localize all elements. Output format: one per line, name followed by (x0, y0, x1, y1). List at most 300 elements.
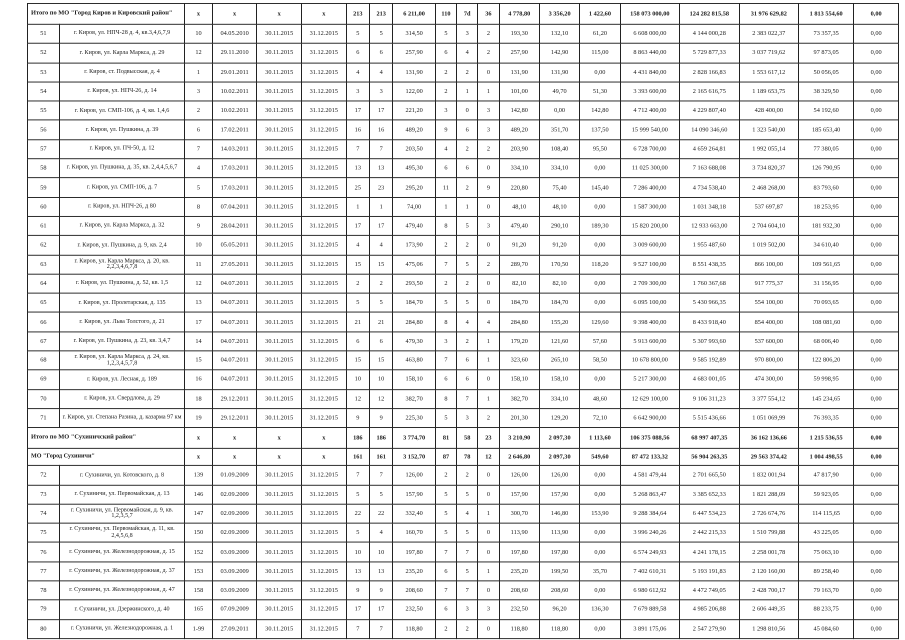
table-cell: 14 (185, 332, 213, 351)
table-cell: 15 (346, 255, 369, 274)
table-cell: 31.12.2015 (302, 370, 347, 389)
table-cell: 3 356,20 (539, 3, 579, 24)
table-cell: 0,00 (854, 409, 899, 428)
table-cell: 9 (346, 581, 369, 600)
table-cell: 7 (435, 581, 456, 600)
table-cell: 124 282 815,58 (680, 3, 739, 24)
table-cell: 17.02.2011 (212, 120, 257, 139)
table-cell: 0,00 (854, 274, 899, 293)
table-cell: 0,00 (854, 82, 899, 101)
table-cell: 19 (185, 409, 213, 428)
table-cell: 10 (185, 236, 213, 255)
table-cell: 5 (346, 293, 369, 312)
table-cell: 145 234,65 (799, 389, 854, 408)
table-cell: 5 (370, 24, 393, 43)
table-cell: 2 428 700,17 (739, 581, 798, 600)
table-cell: 31.12.2015 (302, 523, 347, 542)
table-cell: 0,00 (580, 370, 620, 389)
table-cell: 4 (185, 159, 213, 178)
table-row (28, 312, 899, 331)
table-cell: 475,06 (393, 255, 435, 274)
table-cell: 30.11.2015 (257, 409, 302, 428)
table-cell: 62 (28, 236, 60, 255)
table-cell: 25 (346, 178, 369, 197)
table-cell: x (185, 449, 213, 466)
table-cell: 16 (346, 120, 369, 139)
table-cell: 126,00 (393, 466, 435, 485)
table-cell: 158,10 (393, 370, 435, 389)
table-cell: 4 144 000,28 (680, 24, 739, 43)
table-cell: 2 (478, 255, 499, 274)
table-cell: 30.11.2015 (257, 332, 302, 351)
table-cell: 30.11.2015 (257, 466, 302, 485)
table-cell: 1-99 (185, 619, 213, 638)
table-cell: 0,00 (580, 159, 620, 178)
table-cell: 31.12.2015 (302, 351, 347, 370)
table-row (28, 44, 899, 63)
table-cell: 31 156,95 (799, 274, 854, 293)
table-cell: 314,50 (393, 24, 435, 43)
table-cell: 8 (435, 216, 456, 235)
table-cell: 68 006,40 (799, 332, 854, 351)
table-cell: 72 (28, 466, 60, 485)
table-cell: 1 (478, 332, 499, 351)
table-cell: 7 (185, 140, 213, 159)
table-cell: 351,70 (539, 120, 579, 139)
table-cell: 284,80 (393, 312, 435, 331)
table-cell: 0,00 (854, 332, 899, 351)
table-cell: 22 (346, 504, 369, 523)
table-cell: 6 (185, 120, 213, 139)
table-cell: 146 (185, 485, 213, 504)
table-cell: 10 678 800,00 (620, 351, 679, 370)
table-cell: 0,00 (854, 216, 899, 235)
table-cell: 9 (346, 409, 369, 428)
table-cell: 31.12.2015 (302, 197, 347, 216)
table-cell: 4 778,80 (499, 3, 539, 24)
table-cell: 157,90 (499, 485, 539, 504)
table-cell: 1 (185, 63, 213, 82)
table-cell: 6 (435, 159, 456, 178)
table-cell: 72,10 (580, 409, 620, 428)
table-cell: 0,00 (854, 428, 899, 449)
table-cell: 1 051 069,99 (739, 409, 798, 428)
table-row (28, 236, 899, 255)
table-cell: 122,00 (393, 82, 435, 101)
table-cell: 208,60 (539, 581, 579, 600)
table-cell: 30.11.2015 (257, 351, 302, 370)
table-cell: 489,20 (393, 120, 435, 139)
table-cell: 31.12.2015 (302, 63, 347, 82)
address-cell: г. Киров, ул. Пушкина, д. 35, кв. 2,4,4,5,6,7 (59, 159, 184, 178)
table-cell: 0 (478, 63, 499, 82)
table-cell: 1 821 288,09 (739, 485, 798, 504)
table-cell: 118,20 (580, 255, 620, 274)
table-cell: 29.12.2011 (212, 389, 257, 408)
table-cell: 31.12.2015 (302, 159, 347, 178)
table-cell: 30.11.2015 (257, 236, 302, 255)
table-cell: 3 996 240,26 (620, 523, 679, 542)
table-cell: 30.11.2015 (257, 178, 302, 197)
table-cell: 31.12.2015 (302, 236, 347, 255)
table-cell: 866 100,00 (739, 255, 798, 274)
table-cell: x (302, 428, 347, 449)
address-cell: г. Киров, ул. Пушкина, д. 9, кв. 2,4 (59, 236, 184, 255)
table-cell: 284,80 (499, 312, 539, 331)
address-cell: г. Киров, ул. Льва Толстого, д. 21 (59, 312, 184, 331)
table-cell: 2 442 215,33 (680, 523, 739, 542)
table-cell: 0,00 (580, 293, 620, 312)
table-cell: 31.12.2015 (302, 619, 347, 638)
table-cell: 142,80 (499, 101, 539, 120)
table-cell: 0,00 (580, 466, 620, 485)
table-cell: 76 (28, 542, 60, 561)
table-cell: 15 820 200,00 (620, 216, 679, 235)
table-cell: 89 258,40 (799, 562, 854, 581)
table-cell: 57,60 (580, 332, 620, 351)
table-cell: 31.12.2015 (302, 178, 347, 197)
table-cell: 4 229 807,40 (680, 101, 739, 120)
table-cell: 8 433 918,40 (680, 312, 739, 331)
table-cell: 6 (435, 562, 456, 581)
table-cell: 131,90 (539, 63, 579, 82)
table-cell: 4 (346, 236, 369, 255)
table-cell: x (212, 449, 257, 466)
table-row (28, 389, 899, 408)
table-cell: 489,20 (499, 120, 539, 139)
table-cell: 203,90 (499, 140, 539, 159)
table-cell: 5 (435, 409, 456, 428)
table-cell: 0,00 (854, 370, 899, 389)
total-row (28, 3, 899, 24)
table-cell: 137,50 (580, 120, 620, 139)
table-cell: 58,50 (580, 351, 620, 370)
table-cell: 110 (435, 3, 456, 24)
table-cell: 17 (346, 101, 369, 120)
table-cell: 2 709 300,00 (620, 274, 679, 293)
table-cell: 0,00 (580, 274, 620, 293)
table-cell: 5 (346, 24, 369, 43)
table-cell: 2 (435, 274, 456, 293)
table-cell: 31.12.2015 (302, 600, 347, 619)
table-cell: 0,00 (854, 351, 899, 370)
table-row (28, 197, 899, 216)
table-cell: 45 084,60 (799, 619, 854, 638)
municipality-row (28, 449, 899, 466)
table-cell: x (257, 449, 302, 466)
table-cell: 2 (370, 274, 393, 293)
table-cell: 235,20 (499, 562, 539, 581)
table-cell: 201,30 (499, 409, 539, 428)
table-cell: 0,00 (854, 44, 899, 63)
table-cell: 7 (435, 542, 456, 561)
table-cell: 142,90 (539, 44, 579, 63)
table-cell: 6 211,00 (393, 3, 435, 24)
table-cell: 184,70 (539, 293, 579, 312)
table-cell: 3 (346, 82, 369, 101)
table-row (28, 409, 899, 428)
table-cell: 17 (346, 600, 369, 619)
table-cell: 69 (28, 370, 60, 389)
table-cell: 1 510 799,88 (739, 523, 798, 542)
table-cell: 0,00 (854, 293, 899, 312)
table-cell: 95,50 (580, 140, 620, 159)
table-cell: 68 997 407,35 (680, 428, 739, 449)
table-cell: 8 (185, 197, 213, 216)
table-cell: 1 019 502,00 (739, 236, 798, 255)
table-cell: 50 056,05 (799, 63, 854, 82)
table-cell: 13 (346, 562, 369, 581)
table-cell: 01.09.2009 (212, 466, 257, 485)
table-cell: 04.07.2011 (212, 370, 257, 389)
table-cell: 2 258 001,78 (739, 542, 798, 561)
table-cell: 7 402 610,31 (620, 562, 679, 581)
table-cell: 30.11.2015 (257, 216, 302, 235)
table-cell: 31.12.2015 (302, 332, 347, 351)
table-cell: 51 (28, 24, 60, 43)
table-cell: 2 828 166,83 (680, 63, 739, 82)
table-cell: 7 (457, 389, 478, 408)
table-cell: 158 073 000,00 (620, 3, 679, 24)
table-cell: 184,70 (393, 293, 435, 312)
table-cell: 79 163,70 (799, 581, 854, 600)
table-cell: 2 (457, 332, 478, 351)
table-cell: 31.12.2015 (302, 485, 347, 504)
table-cell: 6 608 000,00 (620, 24, 679, 43)
table-cell: 9 (370, 409, 393, 428)
table-cell: 290,10 (539, 216, 579, 235)
table-cell: 30.11.2015 (257, 523, 302, 542)
table-row (28, 581, 899, 600)
address-cell: г. Киров, ул. Карла Маркса, д. 24, кв. 1,2,3,4,5,7,8 (59, 351, 184, 370)
table-cell: 78 (457, 449, 478, 466)
table-cell: 3 (185, 82, 213, 101)
table-cell: 5 (457, 523, 478, 542)
table-cell: 75 (28, 523, 60, 542)
table-cell: 17 (346, 216, 369, 235)
table-cell: 13 (370, 159, 393, 178)
table-cell: 5 217 300,00 (620, 370, 679, 389)
table-cell: 56 904 263,35 (680, 449, 739, 466)
table-cell: 0 (478, 370, 499, 389)
address-cell: г. Киров, ул. Пушкина, д. 23, кв. 3,4,7 (59, 332, 184, 351)
table-cell: 2 (457, 140, 478, 159)
table-cell: 34 610,40 (799, 236, 854, 255)
table-cell: 334,10 (539, 389, 579, 408)
table-cell: 6 642 900,00 (620, 409, 679, 428)
table-cell: 54 192,60 (799, 101, 854, 120)
table-cell: 173,90 (393, 236, 435, 255)
table-cell: 73 357,35 (799, 24, 854, 43)
table-cell: 5 913 600,00 (620, 332, 679, 351)
table-cell: 66 (28, 312, 60, 331)
table-cell: 12 (346, 389, 369, 408)
table-row (28, 120, 899, 139)
table-cell: 2 (457, 619, 478, 638)
table-cell: 2 (478, 140, 499, 159)
table-cell: 208,60 (393, 581, 435, 600)
table-cell: 0,00 (854, 312, 899, 331)
table-row (28, 293, 899, 312)
table-cell: 31.12.2015 (302, 389, 347, 408)
table-cell: 12 (185, 274, 213, 293)
table-cell: 189,30 (580, 216, 620, 235)
table-row (28, 370, 899, 389)
table-cell: 235,20 (393, 562, 435, 581)
table-cell: 2 (478, 409, 499, 428)
table-cell: 52 (28, 44, 60, 63)
table-cell: 2 704 604,10 (739, 216, 798, 235)
table-cell: 293,50 (393, 274, 435, 293)
table-cell: 537 600,00 (739, 332, 798, 351)
table-cell: 495,30 (393, 159, 435, 178)
table-cell: 10.02.2011 (212, 82, 257, 101)
table-cell: 179,20 (499, 332, 539, 351)
table-cell: 2 (435, 82, 456, 101)
table-cell: 129,20 (539, 409, 579, 428)
table-cell: 0,00 (854, 120, 899, 139)
table-cell: 1 760 367,68 (680, 274, 739, 293)
table-cell: 7 (346, 140, 369, 159)
table-cell: 35,70 (580, 562, 620, 581)
address-cell: г. Сухиничи, ул. Дзержинского, д. 40 (59, 600, 184, 619)
table-cell: 10 (346, 542, 369, 561)
table-cell: 3 (457, 600, 478, 619)
table-cell: 30.11.2015 (257, 255, 302, 274)
table-cell: x (302, 449, 347, 466)
table-cell: 38 329,50 (799, 82, 854, 101)
table-cell: 0,00 (854, 581, 899, 600)
table-cell: 12 (478, 449, 499, 466)
table-cell: 70 093,65 (799, 293, 854, 312)
table-cell: 1 189 653,75 (739, 82, 798, 101)
table-cell: 5 729 877,33 (680, 44, 739, 63)
table-cell: 29 563 374,42 (739, 449, 798, 466)
table-cell: 257,90 (499, 44, 539, 63)
table-cell: 1 (346, 197, 369, 216)
address-cell: г. Сухиничи, ул. Котовского, д. 8 (59, 466, 184, 485)
table-cell: 2 120 160,00 (739, 562, 798, 581)
table-cell: 17 (370, 216, 393, 235)
table-cell: 2 646,80 (499, 449, 539, 466)
table-cell: 9 (478, 178, 499, 197)
table-cell: 382,70 (499, 389, 539, 408)
table-cell: 28.04.2011 (212, 216, 257, 235)
table-cell: 30.11.2015 (257, 581, 302, 600)
table-cell: 0,00 (854, 178, 899, 197)
table-cell: 5 (346, 485, 369, 504)
table-cell: 9 (435, 120, 456, 139)
table-cell: 31.12.2015 (302, 82, 347, 101)
table-cell: 131,90 (499, 63, 539, 82)
table-cell: 88 233,75 (799, 600, 854, 619)
table-cell: 82,10 (499, 274, 539, 293)
table-cell: 3 (435, 332, 456, 351)
table-cell: 1 (478, 504, 499, 523)
address-cell: г. Киров, ул. Пролетарская, д. 135 (59, 293, 184, 312)
table-cell: 213 (370, 3, 393, 24)
table-cell: 0,00 (854, 140, 899, 159)
table-cell: 03.09.2009 (212, 562, 257, 581)
table-cell: x (185, 428, 213, 449)
address-cell: г. Киров, ул. Карла Маркса, д. 29 (59, 44, 184, 63)
table-cell: 197,80 (539, 542, 579, 561)
table-cell: 31.12.2015 (302, 312, 347, 331)
table-cell: 12 (370, 389, 393, 408)
table-cell: 0 (478, 274, 499, 293)
table-cell: 30.11.2015 (257, 24, 302, 43)
table-cell: 59 923,05 (799, 485, 854, 504)
table-cell: 4 581 479,44 (620, 466, 679, 485)
table-cell: 68 (28, 351, 60, 370)
table-cell: 36 (478, 3, 499, 24)
table-cell: 11 (185, 255, 213, 274)
table-cell: 193,30 (499, 24, 539, 43)
table-cell: 74 (28, 504, 60, 523)
table-cell: 3 (478, 600, 499, 619)
table-cell: 75,40 (539, 178, 579, 197)
table-cell: 5 (457, 293, 478, 312)
table-cell: 0,00 (580, 619, 620, 638)
table-cell: 31.12.2015 (302, 581, 347, 600)
table-cell: 9 398 400,00 (620, 312, 679, 331)
table-cell: 04.07.2011 (212, 312, 257, 331)
table-cell: 2 (457, 466, 478, 485)
table-cell: 04.07.2011 (212, 274, 257, 293)
table-cell: 96,20 (539, 600, 579, 619)
table-cell: 10.02.2011 (212, 101, 257, 120)
table-cell: 5 (370, 485, 393, 504)
table-cell: 113,90 (499, 523, 539, 542)
table-cell: x (212, 3, 257, 24)
table-cell: 265,10 (539, 351, 579, 370)
address-cell: г. Киров, ул. ПЧ-50, д. 12 (59, 140, 184, 159)
table-cell: 30.11.2015 (257, 562, 302, 581)
table-cell: 13 (185, 293, 213, 312)
table-cell: 126,00 (539, 466, 579, 485)
table-cell: 1 553 617,12 (739, 63, 798, 82)
table-cell: 07.04.2011 (212, 197, 257, 216)
table-cell: 186 (370, 428, 393, 449)
table-cell: 0,00 (854, 159, 899, 178)
table-cell: 0,00 (580, 523, 620, 542)
table-cell: 31.12.2015 (302, 274, 347, 293)
address-cell: г. Киров, ул. Лесная, д. 189 (59, 370, 184, 389)
table-cell: 04.05.2010 (212, 24, 257, 43)
table-cell: 73 (28, 485, 60, 504)
table-cell: 21 (346, 312, 369, 331)
table-cell: 79 (28, 600, 60, 619)
table-cell: 07.09.2009 (212, 600, 257, 619)
table-cell: 0,00 (854, 542, 899, 561)
table-cell: 5 (346, 523, 369, 542)
table-cell: 91,20 (539, 236, 579, 255)
table-cell: 0 (478, 581, 499, 600)
table-cell: 1 298 810,56 (739, 619, 798, 638)
table-cell: 7 (346, 619, 369, 638)
table-cell: 0,00 (854, 24, 899, 43)
table-cell: 7 679 889,58 (620, 600, 679, 619)
table-cell: 129,60 (580, 312, 620, 331)
table-cell: 3 377 554,12 (739, 389, 798, 408)
table-cell: 30.11.2015 (257, 312, 302, 331)
table-cell: 153 (185, 562, 213, 581)
table-cell: 0,00 (854, 562, 899, 581)
table-cell: 78 (28, 581, 60, 600)
table-row (28, 216, 899, 235)
table-cell: 57 (28, 140, 60, 159)
table-cell: 4 (457, 504, 478, 523)
